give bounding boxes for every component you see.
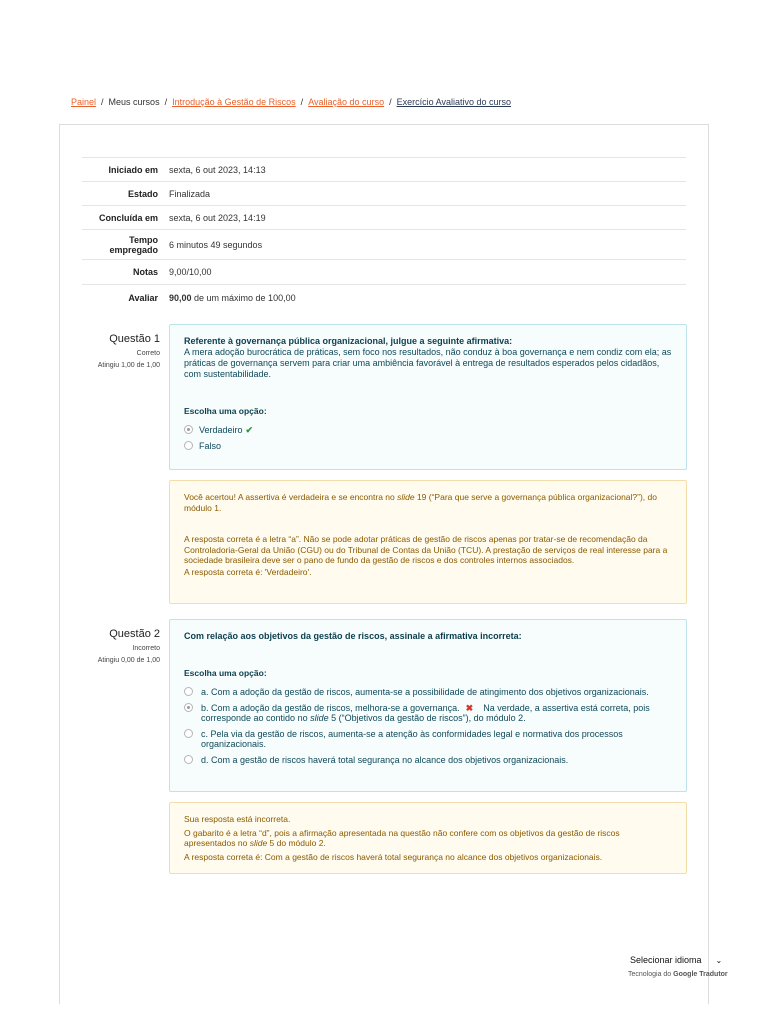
cross-icon: ✖ bbox=[465, 703, 474, 713]
question-heading-text: Referente à governança pública organizacional, julgue a seguinte afirmativa: bbox=[184, 336, 513, 346]
summary-value: 6 minutos 49 segundos bbox=[169, 239, 263, 250]
option-label: b. Com a adoção da gestão de riscos, melhora-se a governança. bbox=[201, 703, 460, 713]
option-label: d. Com a gestão de riscos haverá total segurança no alcance dos objetivos organizacionais. bbox=[201, 755, 569, 765]
question-grade: Atingiu 1,00 de 1,00 bbox=[97, 362, 160, 369]
breadcrumb-dashboard-link[interactable]: Painel bbox=[71, 97, 97, 107]
breadcrumb-separator: / bbox=[164, 97, 168, 107]
breadcrumb-course-link[interactable]: Introdução à Gestão de Riscos bbox=[172, 97, 296, 107]
google-logo-letter: o bbox=[678, 971, 683, 978]
summary-label: Iniciado em bbox=[108, 164, 158, 175]
feedback-text: 19 (“Para que serve a governança pública organizacional?”), do módulo 1. bbox=[184, 492, 657, 513]
google-logo-letter: l bbox=[691, 971, 694, 978]
summary-value: 9,00/10,00 bbox=[169, 267, 212, 277]
feedback-text: slide bbox=[249, 838, 268, 848]
google-logo-letter: e bbox=[693, 971, 698, 978]
google-logo-letter: g bbox=[687, 971, 692, 978]
summary-label bbox=[82, 235, 169, 255]
summary-row-grade bbox=[82, 285, 686, 310]
question-state: Incorreto bbox=[132, 645, 160, 652]
summary-label-line: empregado bbox=[109, 244, 158, 255]
summary-row-state bbox=[82, 182, 686, 206]
choose-option-label: Escolha uma opção: bbox=[184, 668, 267, 678]
option-label: Falso bbox=[199, 441, 222, 451]
question-heading bbox=[184, 631, 672, 642]
radio-icon[interactable] bbox=[184, 703, 193, 712]
feedback-text: O gabarito é a letra “d”, pois a afirmação apresentada na questão não confere com os objetivos da gestão de riscos apresentados no bbox=[184, 827, 620, 848]
summary-label: Concluída em bbox=[98, 212, 158, 223]
summary-label: Notas bbox=[132, 267, 158, 277]
question-2-feedback bbox=[169, 802, 687, 874]
breadcrumb bbox=[71, 97, 511, 107]
feedback-general bbox=[184, 492, 672, 513]
option-specific-feedback: slide bbox=[310, 713, 329, 723]
feedback-general: Sua resposta está incorreta. bbox=[184, 814, 291, 824]
summary-row-marks bbox=[82, 260, 686, 285]
language-select-label: Selecionar idioma bbox=[630, 955, 702, 965]
radio-icon[interactable] bbox=[184, 755, 193, 764]
checkmark-icon: ✔ bbox=[245, 425, 254, 435]
summary-label-line: Tempo bbox=[129, 234, 158, 245]
summary-value: sexta, 6 out 2023, 14:13 bbox=[169, 164, 266, 175]
radio-icon[interactable] bbox=[184, 729, 193, 738]
radio-icon[interactable] bbox=[184, 425, 193, 434]
option-true[interactable] bbox=[184, 425, 672, 435]
question-grade: Atingiu 0,00 de 1,00 bbox=[97, 657, 160, 664]
option-label: a. Com a adoção da gestão de riscos, aumenta-se a possibilidade de atingimento dos objetivos organizacionais. bbox=[201, 687, 649, 697]
question-2-content bbox=[169, 619, 687, 792]
feedback-text: Você acertou! A assertiva é verdadeira e se encontra no bbox=[184, 492, 398, 502]
google-translate-attribution bbox=[628, 971, 728, 978]
feedback-explanation bbox=[184, 828, 672, 849]
option-a[interactable] bbox=[184, 687, 672, 697]
radio-icon[interactable] bbox=[184, 687, 193, 696]
option-specific-feedback: 5 (“Objetivos da gestão de riscos”), do módulo 2. bbox=[328, 713, 526, 723]
summary-value: Finalizada bbox=[169, 188, 211, 199]
chevron-down-icon: ⌄ bbox=[715, 956, 723, 965]
question-1-info bbox=[82, 333, 160, 369]
option-label: c. Pela via da gestão de riscos, aumenta-se a atenção às conformidades legal e normativa dos processos organizacionais. bbox=[201, 729, 623, 749]
summary-row-started bbox=[82, 158, 686, 182]
feedback-explanation: A resposta correta é a letra “a”. Não se pode adotar práticas de gestão de riscos apenas por tratar-se de recomendação da Controladoria-Geral da União (CGU) ou do Tribunal de Contas da União (TCU). A prestação de serviços de real interesse para a sociedade brasileira deve ser o pano de fundo da gestão de riscos e dos controles internos associados. bbox=[184, 534, 668, 565]
breadcrumb-quiz-link[interactable]: Exercício Avaliativo do curso bbox=[396, 97, 511, 107]
question-text: A mera adoção burocrática de práticas, sem foco nos resultados, não conduz à boa governança e nem condiz com ela; as práticas de governança servem para criar uma ambiência favorável à entrega de resultados esperados pelos cidadãos, com sustentabilidade. bbox=[184, 347, 672, 379]
question-1-feedback bbox=[169, 480, 687, 604]
feedback-right-answer: A resposta correta é: 'Verdadeiro'. bbox=[184, 566, 312, 577]
question-2-info bbox=[82, 628, 160, 664]
option-specific-feedback: Na verdade, a assertiva está correta, pois corresponde ao contido no bbox=[201, 703, 650, 723]
summary-value bbox=[169, 293, 296, 303]
question-state: Correto bbox=[136, 350, 160, 357]
summary-value: sexta, 6 out 2023, 14:19 bbox=[169, 212, 266, 223]
option-label-with-feedback bbox=[199, 703, 672, 723]
summary-label: Avaliar bbox=[128, 292, 158, 303]
option-b[interactable] bbox=[184, 703, 672, 723]
option-label: Verdadeiro bbox=[199, 425, 243, 435]
grade-value: 90,00 bbox=[169, 292, 192, 303]
breadcrumb-separator: / bbox=[101, 97, 104, 107]
breadcrumb-separator: / bbox=[389, 97, 392, 107]
feedback-text: 5 do módulo 2. bbox=[267, 838, 326, 848]
language-select[interactable] bbox=[630, 955, 722, 965]
breadcrumb-my-courses: Meus cursos bbox=[108, 97, 160, 107]
radio-icon[interactable] bbox=[184, 441, 193, 450]
breadcrumb-separator: / bbox=[300, 97, 304, 107]
option-false[interactable] bbox=[184, 441, 672, 451]
grade-max: de um máximo de 100,00 bbox=[191, 292, 296, 303]
attempt-summary-table bbox=[82, 157, 686, 310]
summary-label: Estado bbox=[127, 188, 158, 199]
question-number: Questão 2 bbox=[109, 628, 160, 640]
summary-row-time bbox=[82, 230, 686, 260]
breadcrumb-section-link[interactable]: Avaliação do curso bbox=[308, 97, 385, 107]
question-number: Questão 1 bbox=[109, 333, 160, 345]
question-heading-text: Com relação aos objetivos da gestão de riscos, assinale a afirmativa incorreta: bbox=[184, 631, 522, 641]
powered-by-label: Tecnologia do bbox=[628, 971, 672, 978]
option-d[interactable] bbox=[184, 755, 672, 765]
question-heading bbox=[184, 336, 672, 347]
google-logo-letter: G bbox=[673, 971, 679, 978]
feedback-text: slide bbox=[397, 492, 415, 502]
summary-row-completed bbox=[82, 206, 686, 230]
translate-product-name: Tradutor bbox=[699, 971, 728, 978]
choose-option-label: Escolha uma opção: bbox=[184, 406, 267, 416]
question-1-content bbox=[169, 324, 687, 470]
option-c[interactable] bbox=[184, 729, 672, 749]
google-logo[interactable] bbox=[673, 971, 697, 978]
google-logo-letter: o bbox=[682, 971, 688, 978]
feedback-right-answer: A resposta correta é: Com a gestão de riscos haverá total segurança no alcance dos objetivos organizacionais. bbox=[184, 851, 603, 862]
